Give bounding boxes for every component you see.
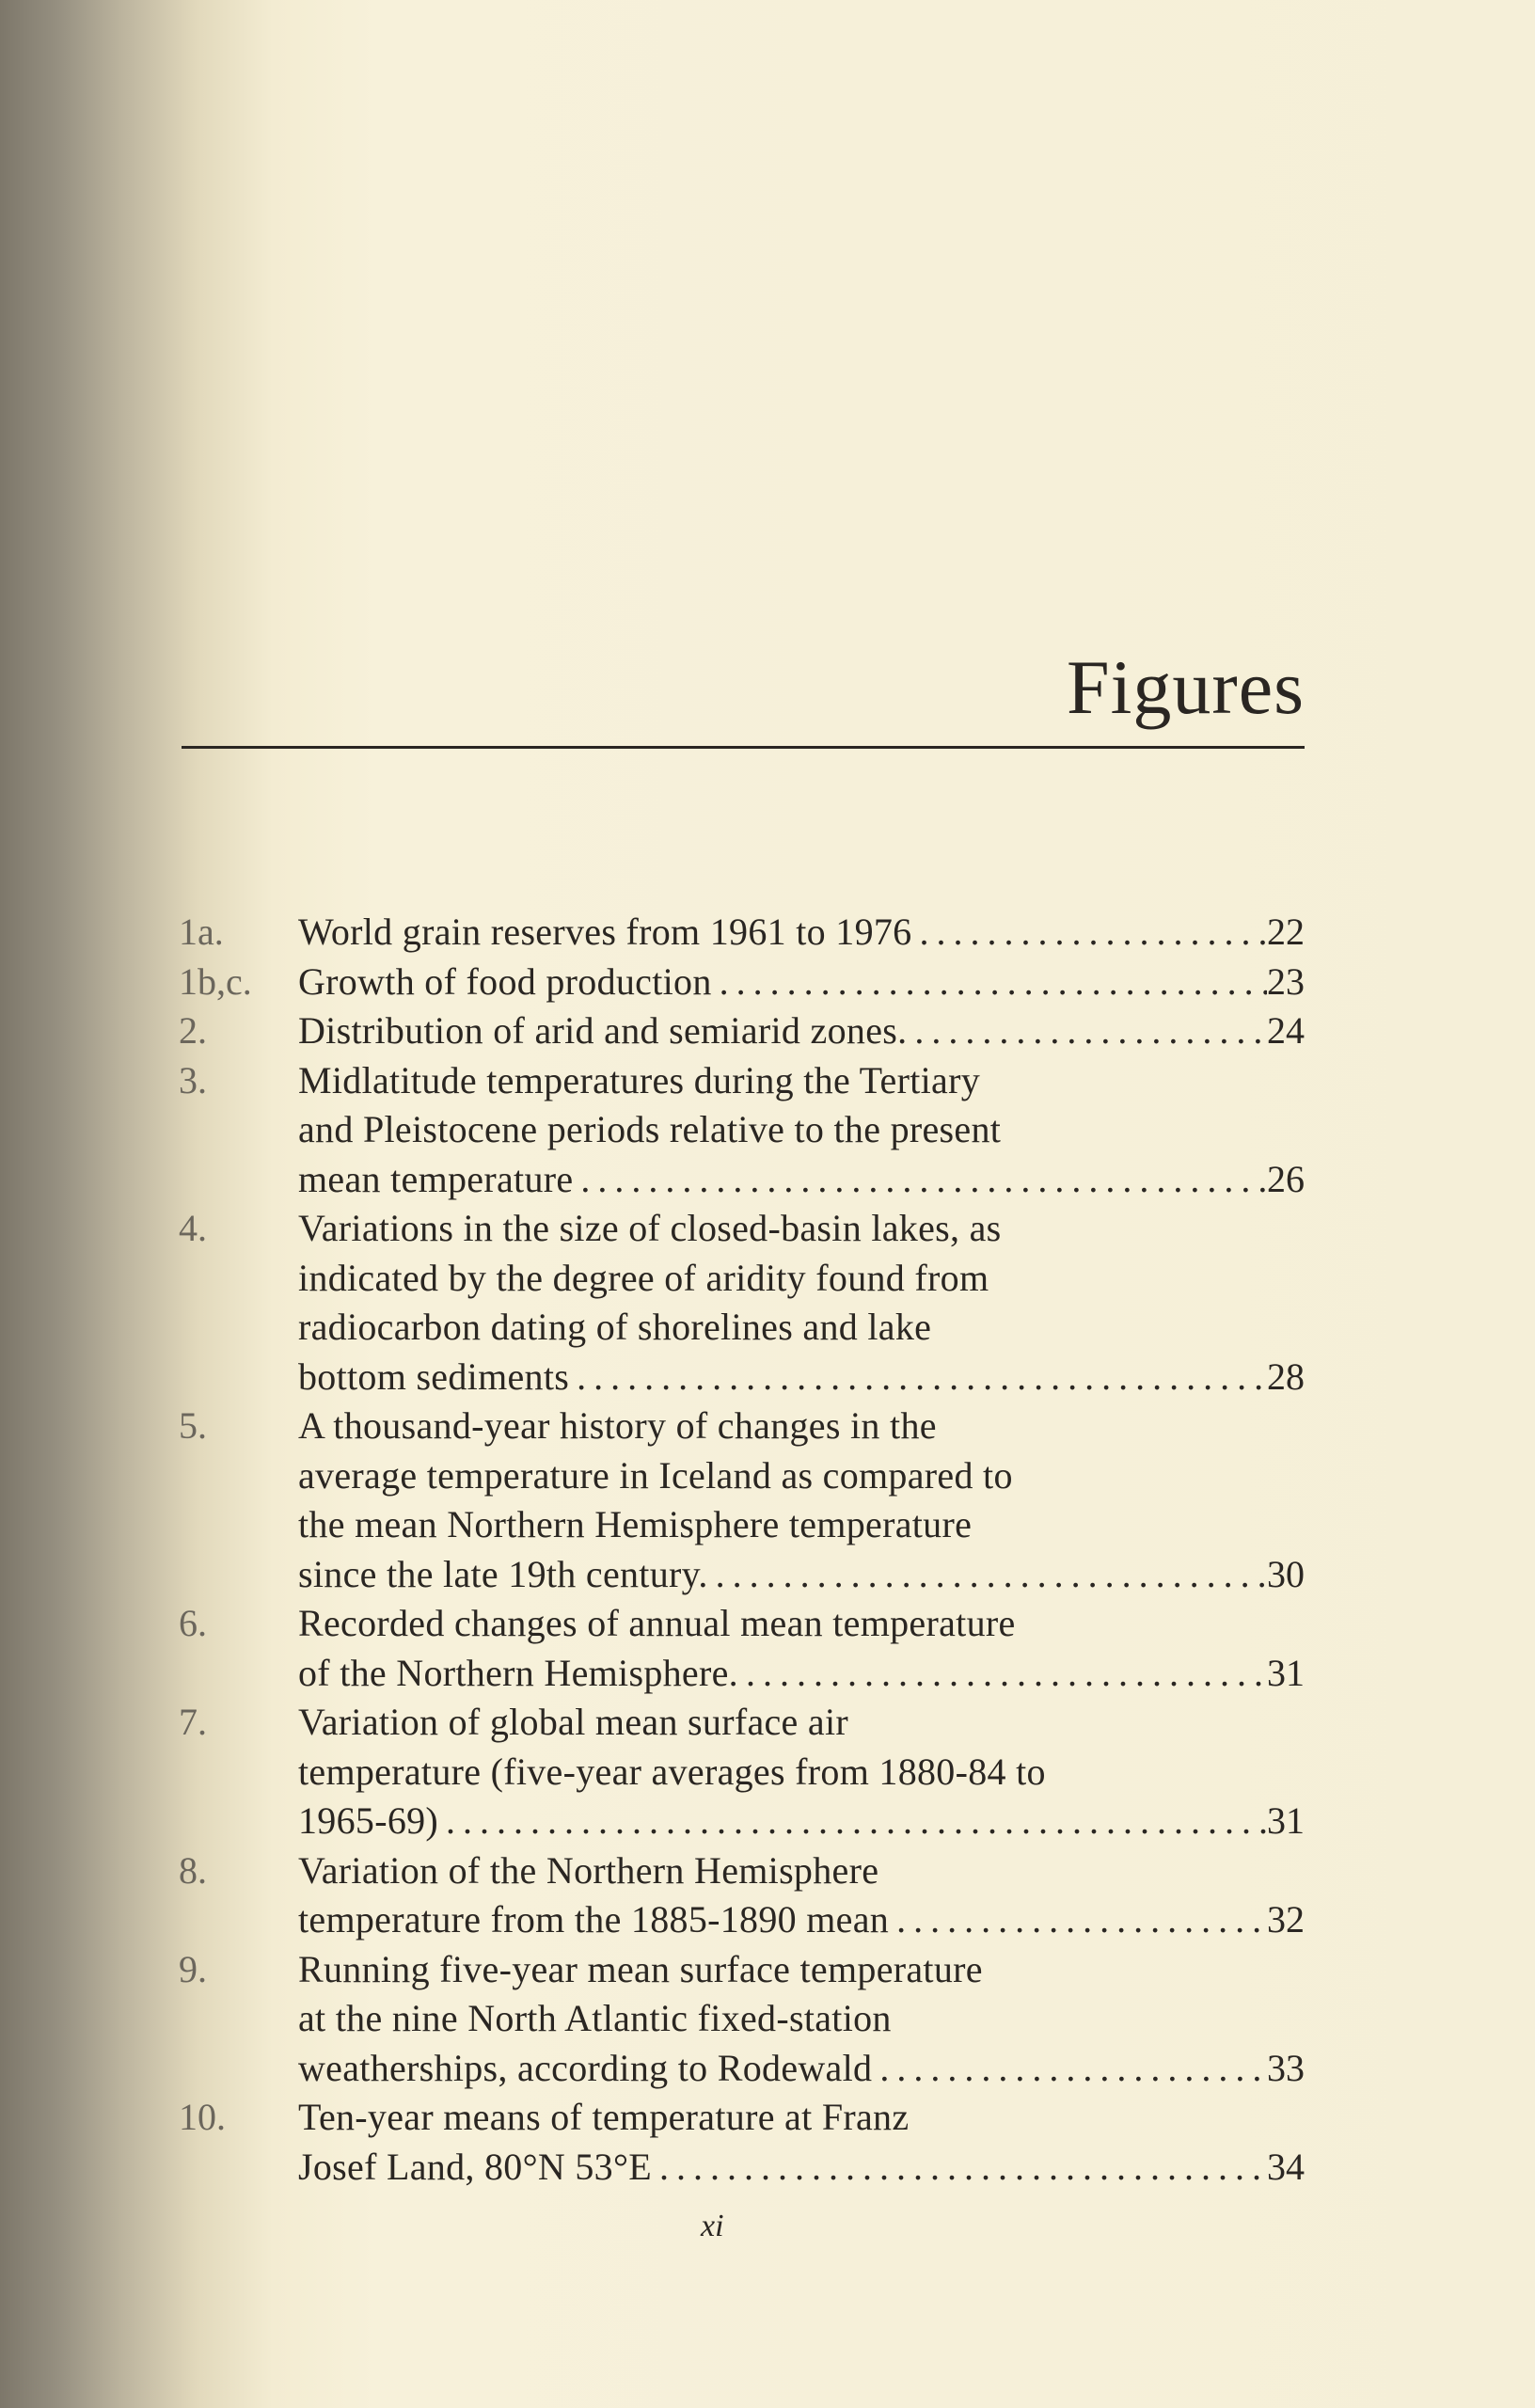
- figure-page-number: 33: [1267, 2046, 1305, 2089]
- figure-page-number: 24: [1267, 1009, 1305, 1052]
- figure-entry-line: [179, 1402, 1305, 1451]
- figures-list: [179, 908, 1305, 2192]
- dot-leader: [911, 908, 1267, 958]
- figure-number: 6.: [179, 1602, 207, 1644]
- figure-entry-line: [179, 1303, 1305, 1353]
- figure-entry-line: [179, 1353, 1305, 1402]
- dot-leader: [708, 1550, 1267, 1600]
- page-number: xi: [701, 2209, 724, 2243]
- dot-leader: [573, 1155, 1267, 1205]
- figure-page-number: 26: [1267, 1157, 1305, 1200]
- figure-caption-text: weatherships, according to Rodewald: [298, 2046, 873, 2089]
- dot-leader: [907, 1006, 1267, 1056]
- figure-caption-text: Josef Land, 80°N 53°E: [298, 2145, 653, 2188]
- figure-page-number: 30: [1267, 1552, 1305, 1595]
- figure-caption-text: 1965-69): [298, 1799, 439, 1842]
- dot-leader: [569, 1353, 1267, 1402]
- figure-page-number: 31: [1267, 1651, 1305, 1694]
- figure-number: 5.: [179, 1404, 207, 1447]
- dot-leader: [712, 958, 1267, 1007]
- figure-entry-line: [179, 1254, 1305, 1304]
- figure-entry-line: [179, 1748, 1305, 1798]
- figure-number: 3.: [179, 1058, 207, 1101]
- figure-entry-line: [179, 908, 1305, 958]
- figure-entry-line: [179, 1994, 1305, 2044]
- figure-entry-line: [179, 1846, 1305, 1896]
- figure-entry-line: [179, 1056, 1305, 1106]
- figure-page-number: 31: [1267, 1799, 1305, 1842]
- figure-caption-text: Variations in the size of closed-basin lakes, as: [298, 1207, 1002, 1249]
- figure-caption-text: the mean Northern Hemisphere temperature: [298, 1503, 973, 1545]
- title-rule: [182, 746, 1305, 749]
- figure-caption-text: and Pleistocene periods relative to the present: [298, 1108, 1002, 1150]
- figure-caption-text: Variation of the Northern Hemisphere: [298, 1848, 879, 1892]
- dot-leader: [438, 1797, 1267, 1846]
- figure-caption-text: Midlatitude temperatures during the Tertiary: [298, 1058, 980, 1101]
- figure-caption-text: since the late 19th century.: [298, 1552, 708, 1595]
- figure-number: 7.: [179, 1701, 207, 1743]
- figure-caption-text: average temperature in Iceland as compared to: [298, 1453, 1013, 1497]
- figure-entry-line: [179, 1550, 1305, 1600]
- figure-entry-line: [179, 1599, 1305, 1649]
- figure-page-number: 23: [1267, 959, 1305, 1003]
- figure-entry-line: [179, 2143, 1305, 2193]
- figure-number: 9.: [179, 1947, 207, 1990]
- dot-leader: [889, 1895, 1267, 1945]
- figure-caption-text: Ten-year means of temperature at Franz: [298, 2096, 910, 2138]
- figure-caption-text: bottom sediments: [298, 1354, 570, 1398]
- figure-entry-line: [179, 1500, 1305, 1550]
- figure-entry-line: [179, 1155, 1305, 1205]
- figure-page-number: 34: [1267, 2145, 1305, 2188]
- figure-entry-line: [179, 2044, 1305, 2094]
- figure-entry-line: [179, 1451, 1305, 1501]
- figure-caption-text: of the Northern Hemisphere.: [298, 1651, 738, 1694]
- figure-number: 1a.: [179, 911, 224, 953]
- figure-caption-text: temperature from the 1885-1890 mean: [298, 1898, 890, 1941]
- figure-caption-text: Running five-year mean surface temperature: [298, 1947, 983, 1990]
- figure-number: 4.: [179, 1207, 207, 1249]
- figure-caption-text: radiocarbon dating of shorelines and lake: [298, 1306, 932, 1348]
- figure-entry-line: [179, 1105, 1305, 1155]
- figure-entry-line: [179, 1945, 1305, 1995]
- dot-leader: [652, 2143, 1267, 2193]
- figure-caption-text: A thousand-year history of changes in the: [298, 1404, 937, 1447]
- figure-number: 1b,c.: [179, 959, 252, 1003]
- figure-page-number: 28: [1267, 1354, 1305, 1398]
- page-title: Figures: [1067, 644, 1305, 730]
- figure-entry-line: [179, 1698, 1305, 1748]
- figure-entry-line: [179, 1006, 1305, 1056]
- dot-leader: [872, 2044, 1267, 2094]
- figure-number: 2.: [179, 1009, 207, 1052]
- figure-caption-text: Distribution of arid and semiarid zones.: [298, 1009, 908, 1052]
- figure-number: 8.: [179, 1848, 207, 1892]
- figure-entry-line: [179, 958, 1305, 1007]
- figure-caption-text: Recorded changes of annual mean temperature: [298, 1602, 1016, 1644]
- figure-caption-text: Variation of global mean surface air: [298, 1701, 848, 1743]
- figure-caption-text: at the nine North Atlantic fixed-station: [298, 1997, 892, 2039]
- figure-caption-text: indicated by the degree of aridity found from: [298, 1256, 989, 1299]
- dot-leader: [738, 1649, 1267, 1699]
- figure-page-number: 32: [1267, 1898, 1305, 1941]
- figure-caption-text: Growth of food production: [298, 959, 712, 1003]
- figure-entry-line: [179, 1797, 1305, 1846]
- figure-page-number: 22: [1267, 911, 1305, 953]
- figure-entry-line: [179, 1204, 1305, 1254]
- figure-caption-text: World grain reserves from 1961 to 1976: [298, 911, 912, 953]
- figure-entry-line: [179, 2093, 1305, 2143]
- figure-entry-line: [179, 1649, 1305, 1699]
- figure-number: 10.: [179, 2096, 226, 2138]
- figure-caption-text: mean temperature: [298, 1157, 574, 1200]
- figure-entry-line: [179, 1895, 1305, 1945]
- figure-caption-text: temperature (five-year averages from 1880-84 to: [298, 1750, 1046, 1793]
